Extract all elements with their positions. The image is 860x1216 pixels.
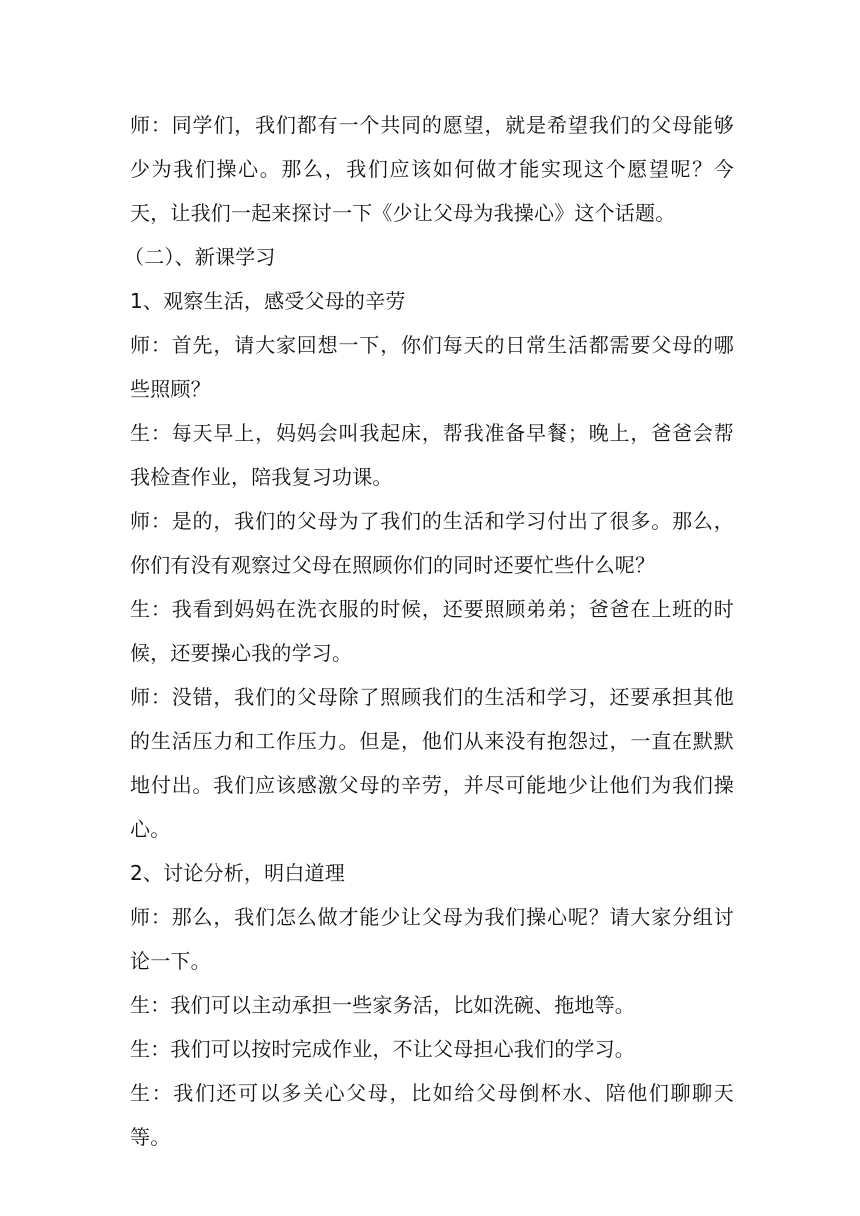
subheading-1: 1、观察生活，感受父母的辛劳 (130, 289, 406, 313)
paragraph-teacher-question-2: 师：是的，我们的父母为了我们的生活和学习付出了很多。那么，你们有没有观察过父母在照顾你们的同时还要忙些什么呢？ (130, 509, 734, 577)
document-body (124, 103, 734, 1159)
section-heading: （二）、新课学习 (124, 245, 276, 269)
paragraph-student-answer-5: 生：我们还可以多关心父母，比如给父母倒杯水、陪他们聊聊天等。 (130, 1081, 734, 1149)
subheading-2: 2、讨论分析，明白道理 (130, 861, 345, 885)
paragraph-teacher-question-3: 师：那么，我们怎么做才能少让父母为我们操心呢？请大家分组讨论一下。 (130, 905, 734, 973)
paragraph-student-answer-4: 生：我们可以按时完成作业，不让父母担心我们的学习。 (130, 1037, 635, 1061)
paragraph-teacher-intro: 师：同学们，我们都有一个共同的愿望，就是希望我们的父母能够少为我们操心。那么，我们应该如何做才能实现这个愿望呢？今天，让我们一起来探讨一下《少让父母为我操心》这个话题。 (130, 113, 734, 225)
paragraph-teacher-summary: 师：没错，我们的父母除了照顾我们的生活和学习，还要承担其他的生活压力和工作压力。但是，他们从来没有抱怨过，一直在默默地付出。我们应该感激父母的辛劳，并尽可能地少让他们为我们操心。 (130, 685, 734, 841)
paragraph-student-answer-3: 生：我们可以主动承担一些家务活，比如洗碗、拖地等。 (130, 993, 635, 1017)
paragraph-student-answer-2: 生：我看到妈妈在洗衣服的时候，还要照顾弟弟；爸爸在上班的时候，还要操心我的学习。 (130, 597, 734, 665)
paragraph-student-answer-1: 生：每天早上，妈妈会叫我起床，帮我准备早餐；晚上，爸爸会帮我检查作业，陪我复习功课。 (130, 421, 734, 489)
paragraph-teacher-question-1: 师：首先，请大家回想一下，你们每天的日常生活都需要父母的哪些照顾？ (130, 333, 734, 401)
